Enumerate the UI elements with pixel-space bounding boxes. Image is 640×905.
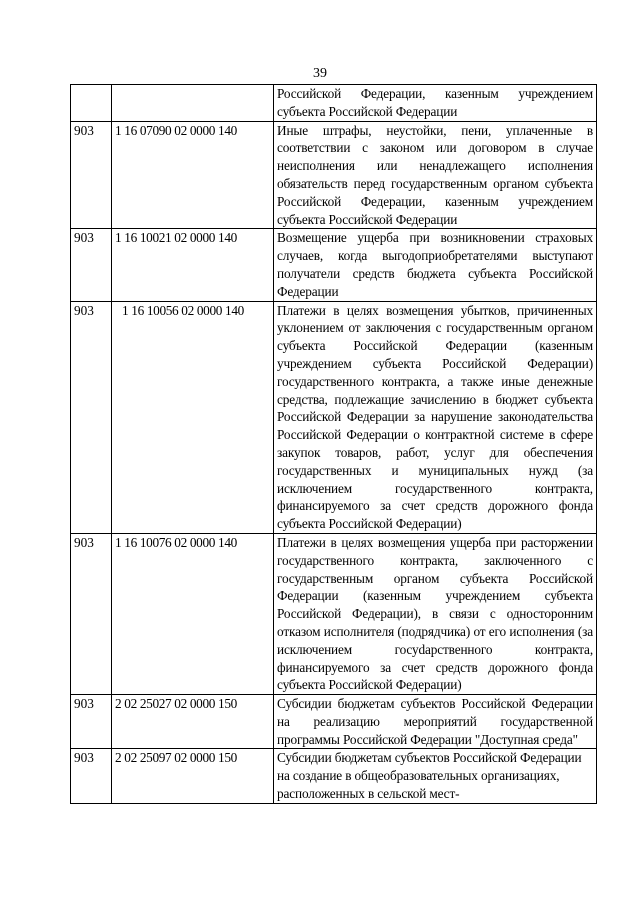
admin-code-cell: 903 xyxy=(71,301,112,533)
budget-classification-code-cell: 1 16 10021 02 0000 140 xyxy=(112,229,274,301)
budget-classification-code-cell: 1 16 07090 02 0000 140 xyxy=(112,121,274,229)
table-row xyxy=(71,533,597,694)
admin-code-cell: 903 xyxy=(71,121,112,229)
budget-codes-table xyxy=(70,84,597,804)
budget-classification-code-cell: 2 02 25097 02 0000 150 xyxy=(112,749,274,803)
income-description-cell: Субсидии бюджетам субъектов Российской Федерации на реализацию мероприятий государственной программы Российской Федерации "Доступная среда" xyxy=(274,695,597,749)
admin-code-cell: 903 xyxy=(71,695,112,749)
page-number: 39 xyxy=(313,66,327,81)
table-row xyxy=(71,121,597,229)
budget-classification-code-cell: 2 02 25027 02 0000 150 xyxy=(112,695,274,749)
income-description-cell: Возмещение ущерба при возникновении страховых случаев, когда выгодоприобретателями выступают получатели средств бюджета субъекта Российской Федерации xyxy=(274,229,597,301)
income-description-cell: Российской Федерации, казенным учреждением субъекта Российской Федерации xyxy=(274,85,597,122)
table-row xyxy=(71,301,597,533)
admin-code-cell: 903 xyxy=(71,533,112,694)
income-description-cell: Платежи в целях возмещения убытков, причиненных уклонением от заключения с государственным органом субъекта Российской Федерации (казенным учреждением субъекта Российской Федерации) государственного контракта, а также иные денежные средства, подлежащие зачислению в бюджет субъекта Российской Федерации за нарушение законодательства Российской Федерации о контрактной системе в сфере закупок товаров, работ, услуг для обеспечения государственных и муниципальных нужд (за исключением государственного контракта, финансируемого за счет средств дорожного фонда субъекта Российской Федерации) xyxy=(274,301,597,533)
table-row xyxy=(71,229,597,301)
income-description-cell: Субсидии бюджетам субъектов Российской Федерации на создание в общеобразовательных организациях, расположенных в сельской мест- xyxy=(274,749,597,803)
table-row xyxy=(71,85,597,122)
budget-classification-code-cell xyxy=(112,85,274,122)
budget-classification-code-cell: 1 16 10076 02 0000 140 xyxy=(112,533,274,694)
table-row xyxy=(71,749,597,803)
admin-code-cell: 903 xyxy=(71,229,112,301)
admin-code-cell: 903 xyxy=(71,749,112,803)
admin-code-cell xyxy=(71,85,112,122)
income-description-cell: Иные штрафы, неустойки, пени, уплаченные в соответствии с законом или договором в случае неисполнения или ненадлежащего исполнения обязательств перед государственным органом субъекта Российской Федерации, казенным учреждением субъекта Российской Федерации xyxy=(274,121,597,229)
income-description-cell: Платежи в целях возмещения ущерба при расторжении государственного контракта, заключенного с государственным органом субъекта Российской Федерации (казенным учреждением субъекта Российской Федерации), в связи с односторонним отказом исполнителя (подрядчика) от его исполнения (за исключением госуdарственного контракта, финансируемого за счет средств дорожного фонда субъекта Российской Федерации) xyxy=(274,533,597,694)
budget-classification-code-cell: 1 16 10056 02 0000 140 xyxy=(112,301,274,533)
table-row xyxy=(71,695,597,749)
